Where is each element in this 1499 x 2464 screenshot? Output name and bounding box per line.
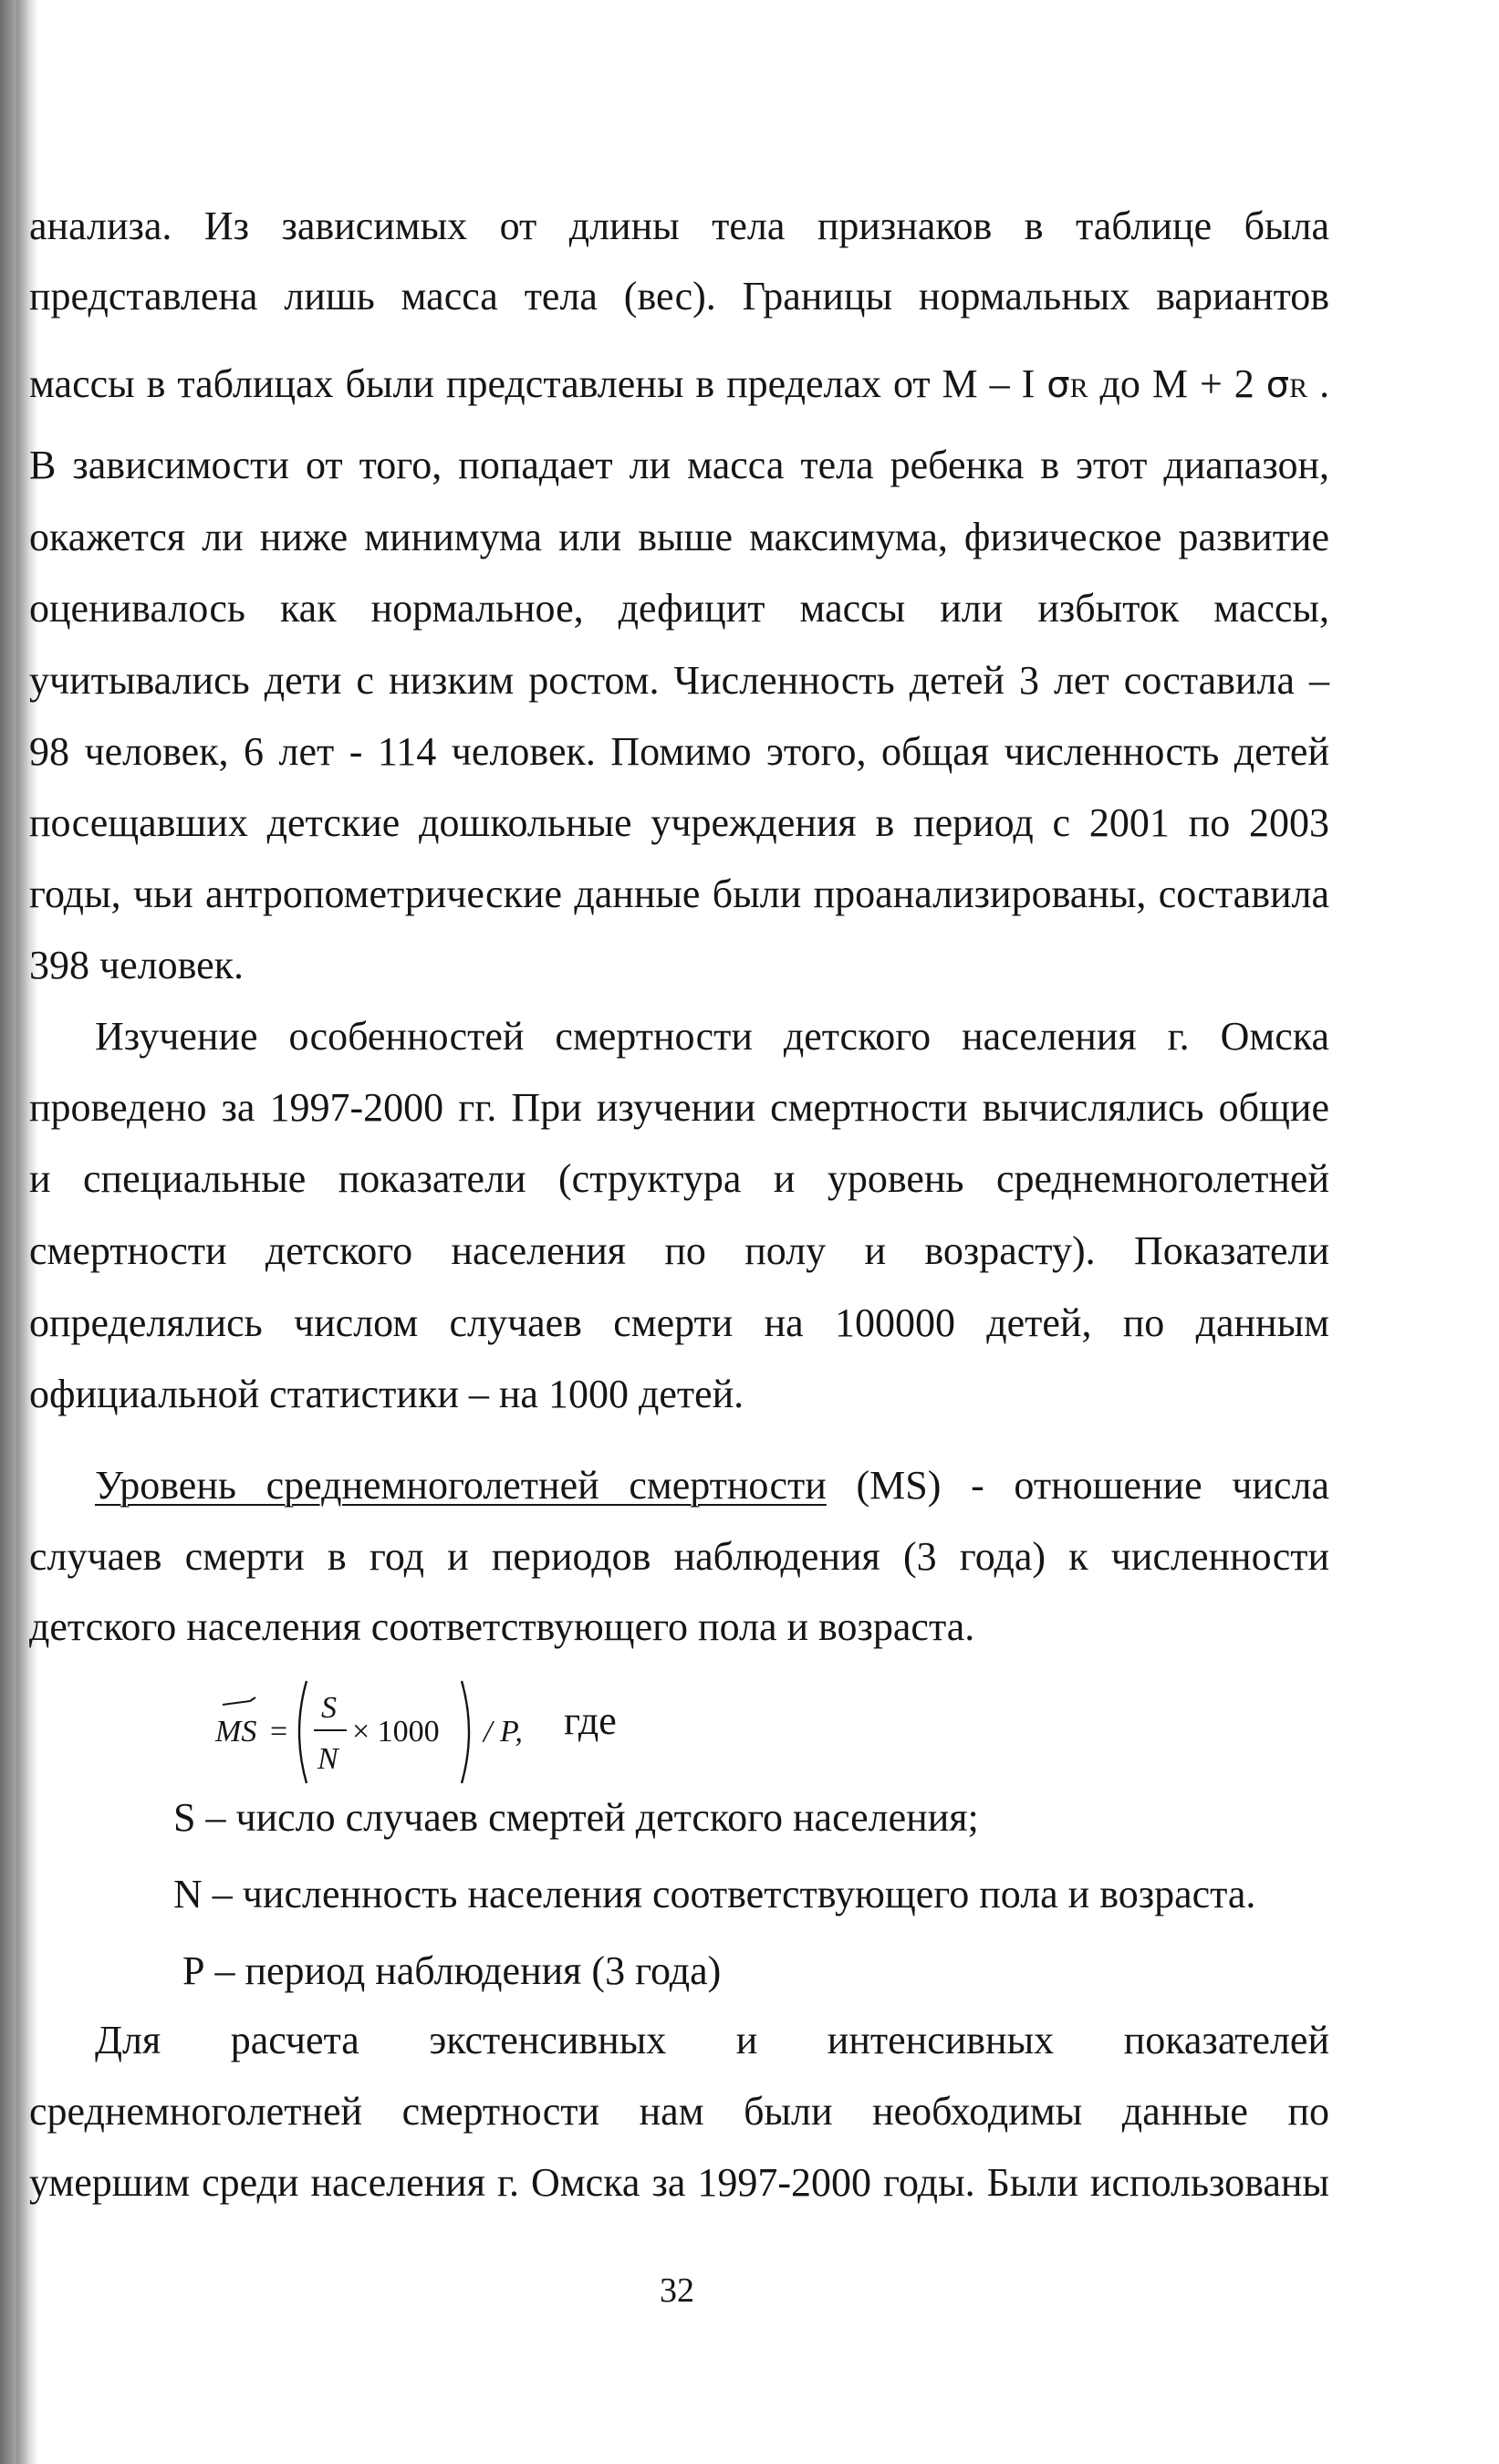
text-line: оценивалось как нормальное, дефицит массы или избыток массы,	[29, 586, 1329, 631]
formula-lhs: MS	[215, 1715, 257, 1749]
text-line: представлена лишь масса тела (вес). Границы нормальных вариантов	[29, 274, 1329, 318]
text-line-with-sigma	[29, 360, 1329, 408]
text-line: годы, чьи антропометрические данные были проанализированы, составила	[29, 872, 1329, 916]
sigma-symbol: σ	[1265, 364, 1290, 406]
subscript-r: R	[1069, 373, 1088, 403]
text-line: определялись числом случаев смерти на 100000 детей, по данным	[29, 1300, 1329, 1345]
text-line: умершим среди населения г. Омска за 1997-2000 годы. Были использованы	[29, 2160, 1329, 2205]
text-segment: .	[1319, 361, 1330, 406]
page-number: 32	[660, 2271, 694, 2310]
underlined-term: Уровень среднемноголетней смертности	[95, 1463, 827, 1508]
formula-numerator: S	[321, 1691, 337, 1725]
formula-multiplier: × 1000	[352, 1715, 440, 1749]
sigma-symbol: σ	[1046, 364, 1070, 406]
formula-equals: =	[270, 1715, 288, 1749]
text-line: анализа. Из зависимых от длины тела признаков в таблице была	[29, 204, 1329, 248]
definition-s: S – число случаев смертей детского населения;	[173, 1795, 979, 1840]
left-paren	[299, 1681, 307, 1783]
subscript-r: R	[1289, 373, 1308, 403]
document-page	[29, 0, 1343, 2464]
definition-n: N – численность населения соответствующего пола и возраста.	[173, 1872, 1256, 1916]
text-line: среднемноголетней смертности нам были необходимы данные по	[29, 2089, 1329, 2134]
text-line: детского населения соответствующего пола и возраста.	[29, 1604, 975, 1649]
text-line: 98 человек, 6 лет - 114 человек. Помимо этого, общая численность детей	[29, 729, 1329, 774]
text-line: посещавших детские дошкольные учреждения в период с 2001 по 2003	[29, 800, 1329, 845]
formula-denominator: N	[317, 1742, 338, 1776]
text-line: случаев смерти в год и периодов наблюдения (3 года) к численности	[29, 1534, 1329, 1579]
text-line: Для расчета экстенсивных и интенсивных показателей	[95, 2018, 1329, 2062]
text-line: смертности детского населения по полу и возрасту). Показатели	[29, 1228, 1329, 1273]
overline-mark	[223, 1697, 255, 1705]
formula-where: где	[564, 1698, 617, 1743]
text-segment: массы в таблицах были представлены в пределах от М – I	[29, 361, 1036, 406]
definition-p: Р – период наблюдения (3 года)	[182, 1948, 722, 1993]
text-line: проведено за 1997-2000 гг. При изучении смертности вычислялись общие	[29, 1085, 1329, 1130]
text-line: окажется ли ниже минимума или выше максимума, физическое развитие	[29, 515, 1329, 559]
formula-divisor: / P,	[484, 1715, 523, 1749]
right-paren	[462, 1681, 469, 1783]
text-line: В зависимости от того, попадает ли масса тела ребенка в этот диапазон,	[29, 443, 1329, 487]
text-line: Изучение особенностей смертности детского населения г. Омска	[95, 1014, 1329, 1059]
text-line: 398 человек.	[29, 943, 245, 987]
scan-shadow-inner	[16, 0, 29, 2464]
ms-formula	[168, 1661, 752, 1789]
text-line: учитывались дети с низким ростом. Численность детей 3 лет составила –	[29, 658, 1329, 703]
text-line-with-term	[95, 1462, 1329, 1509]
text-line: и специальные показатели (структура и уровень среднемноголетней	[29, 1156, 1329, 1201]
text-segment: (MS) - отношение числа	[826, 1463, 1329, 1508]
text-segment: до М + 2	[1099, 361, 1254, 406]
formula-graphic	[168, 1661, 560, 1789]
text-line: официальной статистики – на 1000 детей.	[29, 1372, 744, 1416]
